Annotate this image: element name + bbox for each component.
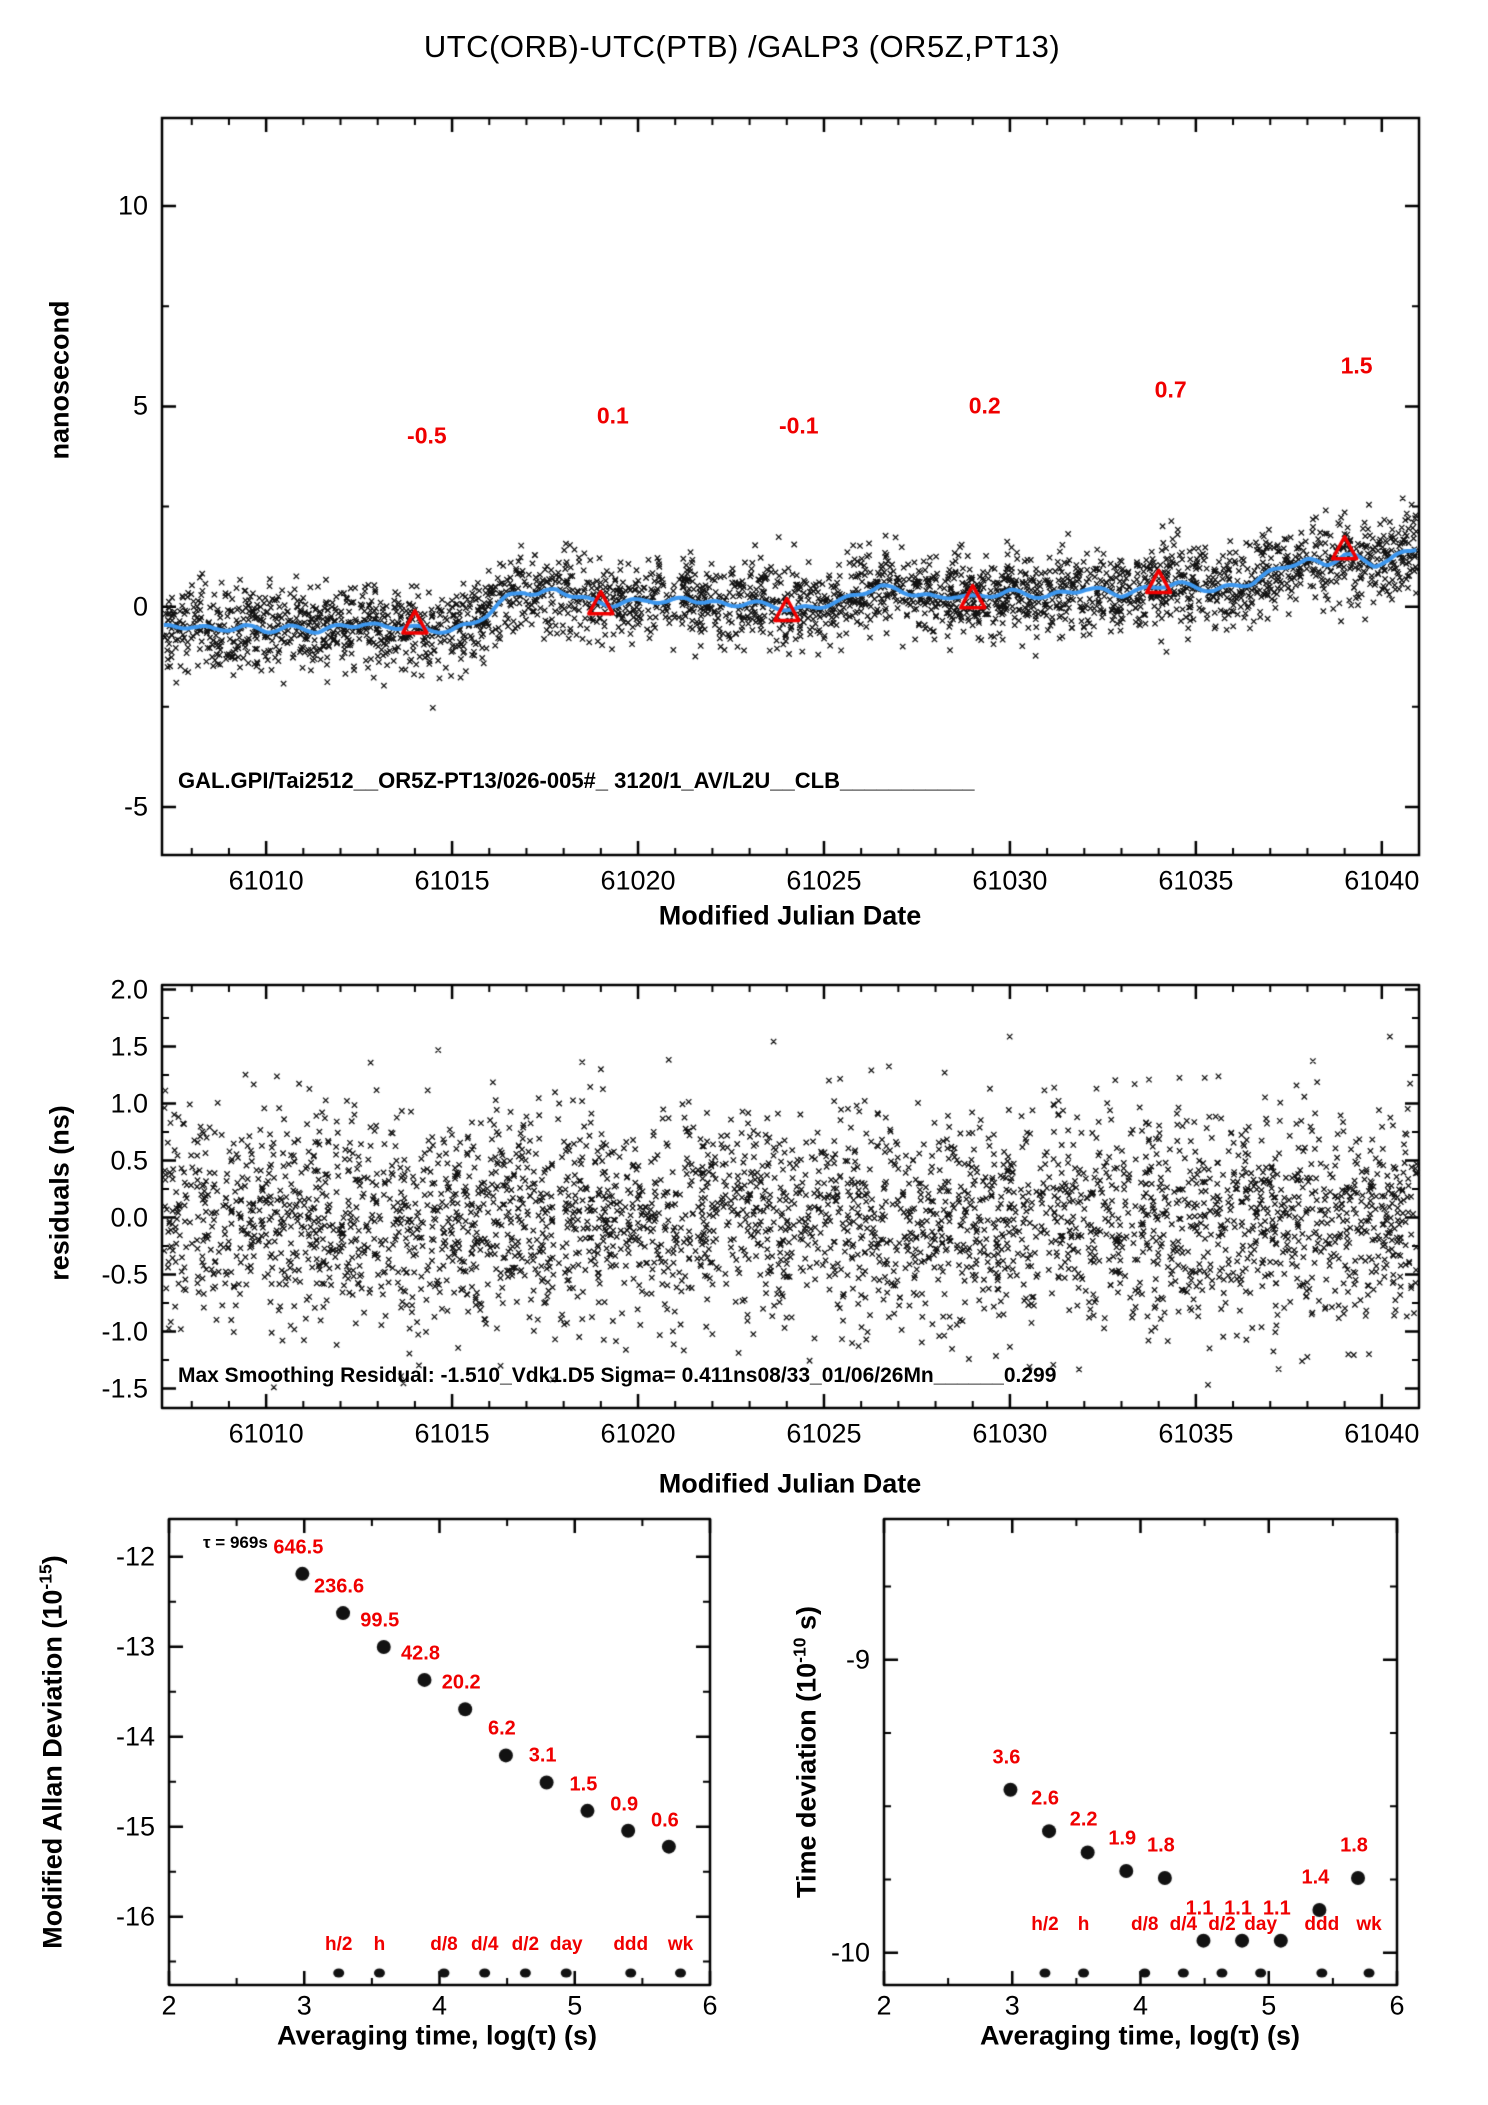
time-ref-label: h/2 <box>1031 1914 1059 1935</box>
tdev-value-label: 2.2 <box>1069 1808 1098 1831</box>
x-tick-label: 5 <box>567 1990 583 2021</box>
time-ref-label: d/4 <box>470 1934 499 1955</box>
x-tick-label: 3 <box>296 1990 312 2021</box>
x-axis-label-avgtime-left: Averaging time, log(τ) (s) <box>276 2020 598 2051</box>
time-ref-label: d/4 <box>1169 1914 1198 1935</box>
y-tick-label: -14 <box>115 1721 155 1752</box>
x-tick-label: 61035 <box>1158 1418 1234 1449</box>
tau-note: τ = 969s <box>203 1533 268 1552</box>
time-ref-label: d/2 <box>1208 1914 1236 1935</box>
x-tick-label: 3 <box>1004 1990 1020 2021</box>
y-tick-label: 1.0 <box>110 1088 148 1119</box>
x-tick-label: 6 <box>702 1990 718 2021</box>
y-tick-label: -0.5 <box>101 1259 148 1290</box>
x-tick-label: 61040 <box>1344 1418 1420 1449</box>
plot-title: UTC(ORB)-UTC(PTB) /GALP3 (OR5Z,PT13) <box>423 29 1061 64</box>
time-ref-label: wk <box>1356 1914 1382 1935</box>
mdev-value-label: 3.1 <box>528 1744 557 1767</box>
mdev-value-label: 20.2 <box>441 1671 481 1694</box>
time-ref-label: h <box>373 1934 386 1955</box>
y-tick-label: 0 <box>132 591 148 622</box>
tdev-ylabel-exponent: -10 <box>789 1637 810 1663</box>
mdev-ylabel-prefix: Modified Allan Deviation (10 <box>37 1589 68 1949</box>
time-ref-label: d/2 <box>511 1934 540 1955</box>
time-ref-label: h/2 <box>325 1934 353 1955</box>
y-axis-label-tdev <box>790 1606 823 1898</box>
y-tick-label: 2.0 <box>110 974 148 1005</box>
y-tick-label: -5 <box>123 791 148 822</box>
y-tick-label: -1.5 <box>101 1373 148 1404</box>
time-ref-label: d/8 <box>430 1934 458 1955</box>
time-ref-label: h <box>1077 1914 1090 1935</box>
y-axis-label-residuals: residuals (ns) <box>44 1105 75 1281</box>
x-axis-label-mjd-middle: Modified Julian Date <box>658 1468 922 1499</box>
x-tick-label: 61010 <box>228 865 304 896</box>
y-tick-label: 1.5 <box>110 1031 148 1062</box>
y-tick-label: -15 <box>115 1811 155 1842</box>
mdev-value-label: 42.8 <box>401 1642 440 1665</box>
tdev-value-label: 1.1 <box>1185 1897 1214 1920</box>
tdev-ylabel-suffix: s) <box>791 1606 822 1638</box>
x-tick-label: 61025 <box>786 865 862 896</box>
x-tick-label: 6 <box>1389 1990 1405 2021</box>
mdev-value-label: 0.6 <box>650 1809 679 1832</box>
x-tick-label: 61030 <box>972 1418 1048 1449</box>
x-tick-label: 2 <box>876 1990 892 2021</box>
time-ref-label: ddd <box>613 1934 649 1955</box>
tdev-value-label: 1.8 <box>1146 1834 1175 1857</box>
x-axis-label-avgtime-right: Averaging time, log(τ) (s) <box>979 2020 1301 2051</box>
time-ref-label: day <box>549 1934 583 1955</box>
y-tick-label: 5 <box>132 390 148 421</box>
x-tick-label: 61010 <box>228 1418 304 1449</box>
time-ref-label: ddd <box>1304 1914 1340 1935</box>
x-tick-label: 61040 <box>1344 865 1420 896</box>
residuals-annotation: Max Smoothing Residual: -1.510_Vdk1.D5 Sigma= 0.411ns08/33_01/06/26Mn______0.299 <box>178 1364 1057 1387</box>
y-axis-label-nanosecond: nanosecond <box>44 300 75 460</box>
y-tick-label: 10 <box>117 190 148 221</box>
top-panel-annotation: GAL.GPI/Tai2512__OR5Z-PT13/026-005#_ 3120/1_AV/L2U__CLB___________ <box>178 768 975 793</box>
y-tick-label: -9 <box>845 1644 870 1675</box>
mdev-ylabel-exponent: -15 <box>35 1564 56 1590</box>
x-tick-label: 61035 <box>1158 865 1234 896</box>
mdev-ylabel-suffix: ) <box>37 1555 68 1565</box>
x-tick-label: 4 <box>431 1990 448 2021</box>
time-ref-label: wk <box>667 1934 694 1955</box>
mdev-value-label: 0.9 <box>610 1793 639 1816</box>
time-ref-label: d/8 <box>1130 1914 1159 1935</box>
tdev-ylabel-prefix: Time deviation (10 <box>791 1662 822 1898</box>
calibration-value-label: -0.5 <box>407 422 447 449</box>
mdev-value-label: 1.5 <box>569 1773 598 1796</box>
tdev-value-label: 3.6 <box>992 1746 1021 1769</box>
calibration-value-label: 1.5 <box>1340 352 1373 379</box>
y-tick-label: -10 <box>830 1937 870 1968</box>
calibration-value-label: 0.1 <box>596 402 629 429</box>
tdev-value-label: 1.9 <box>1108 1827 1137 1850</box>
x-tick-label: 5 <box>1261 1990 1277 2021</box>
y-tick-label: -1.0 <box>101 1316 148 1347</box>
y-tick-label: -16 <box>115 1901 155 1932</box>
y-tick-label: -12 <box>115 1541 155 1572</box>
tdev-value-label: 1.8 <box>1340 1834 1368 1857</box>
x-tick-label: 61030 <box>972 865 1048 896</box>
y-tick-label: -13 <box>115 1631 155 1662</box>
x-tick-label: 61025 <box>786 1418 862 1449</box>
x-tick-label: 2 <box>161 1990 177 2021</box>
calibration-value-label: 0.2 <box>968 392 1001 419</box>
calibration-value-label: 0.7 <box>1154 376 1187 403</box>
x-tick-label: 61020 <box>600 865 676 896</box>
mdev-value-label: 646.5 <box>273 1536 324 1559</box>
y-tick-label: 0.5 <box>110 1145 148 1176</box>
tdev-value-label: 1.4 <box>1301 1866 1330 1889</box>
tdev-value-label: 2.6 <box>1031 1787 1059 1810</box>
y-axis-label-mdev <box>36 1555 69 1948</box>
x-tick-label: 61015 <box>414 865 490 896</box>
mdev-value-label: 6.2 <box>488 1717 516 1740</box>
tdev-value-label: 1.1 <box>1224 1897 1252 1920</box>
x-tick-label: 61020 <box>600 1418 676 1449</box>
mdev-value-label: 99.5 <box>360 1609 400 1632</box>
x-axis-label-mjd-top: Modified Julian Date <box>658 900 922 931</box>
tdev-value-label: 1.1 <box>1262 1897 1291 1920</box>
y-tick-label: 0.0 <box>110 1202 148 1233</box>
x-tick-label: 4 <box>1132 1990 1149 2021</box>
time-ref-label: day <box>1244 1914 1278 1935</box>
calibration-value-label: -0.1 <box>778 412 819 439</box>
mdev-value-label: 236.6 <box>314 1575 365 1598</box>
x-tick-label: 61015 <box>414 1418 490 1449</box>
